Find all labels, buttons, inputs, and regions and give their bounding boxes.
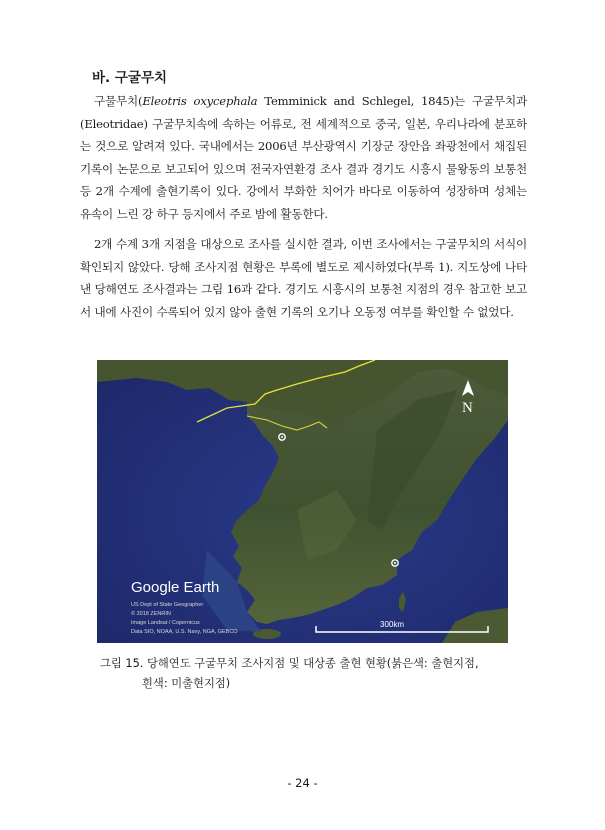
scale-label: 300km [380, 620, 405, 629]
scientific-name: Eleotris oxycephala [142, 94, 258, 108]
google-earth-logo: Google Earth [131, 579, 220, 596]
page-number: - 24 - [287, 776, 318, 790]
section-heading: 바. 구굴무치 [92, 70, 168, 86]
caption-line-1: 그림 15. 당해연도 구굴무치 조사지점 및 대상종 출현 현황(붉은색: 출현지점, [100, 657, 479, 670]
paragraph-survey-results: 2개 수계 3개 지점을 대상으로 조사를 실시한 결과, 이번 조사에서는 구굴무치의 서식이 확인되지 않았다. 당해 조사지점 현황은 부록에 별도로 제시하였다(부록 1). 지도상에 나타낸 당해연도 조사결과는 그림 16과 같다. 경기도 시흥시의 보통천 지점의 경우 참고한 보고서 내에 사진이 수록되어 있지 않아 출현 기록의 오기나 오동정 여부를 확인할 수 없었다. [80, 237, 527, 319]
attribution-line-1: US Dept of State Geographer [131, 602, 204, 608]
svg-text:N: N [462, 400, 473, 416]
caption-line-2: 흰색: 미출현지점) [142, 677, 231, 690]
attribution-line-4: Data SIO, NOAA, U.S. Navy, NGA, GEBCO [131, 629, 238, 635]
satellite-map-figure [97, 360, 508, 643]
para1-text-rest: Temminick and Schlegel, 1845)는 구굴무치과(Eleotridae) 구굴무치속에 속하는 어류로, 전 세계적으로 중국, 일본, 우리나라에 분포하는 것으로 알려져 있다. 국내에서는 2006년 부산광역시 기장군 장안읍 좌광천에서 채집된 기록이 논문으로 보고되어 있으며 전국자연환경 조사 결과 경기도 시흥시 물왕동의 보통천 등 2개 수계에 출현기록이 있다. 강에서 부화한 치어가 바다로 이동하여 성장하며 성체는 유속이 느린 강 하구 등지에서 주로 밤에 활동한다. [80, 94, 527, 221]
map-graphic [97, 360, 508, 643]
attribution-line-3: Image Landsat / Copernicus [131, 620, 200, 626]
figure-caption [100, 654, 510, 694]
attribution-line-2: © 2018 ZENRIN [131, 611, 171, 617]
paragraph-description [80, 90, 527, 225]
para1-text-start: 구물무치( [94, 94, 143, 108]
